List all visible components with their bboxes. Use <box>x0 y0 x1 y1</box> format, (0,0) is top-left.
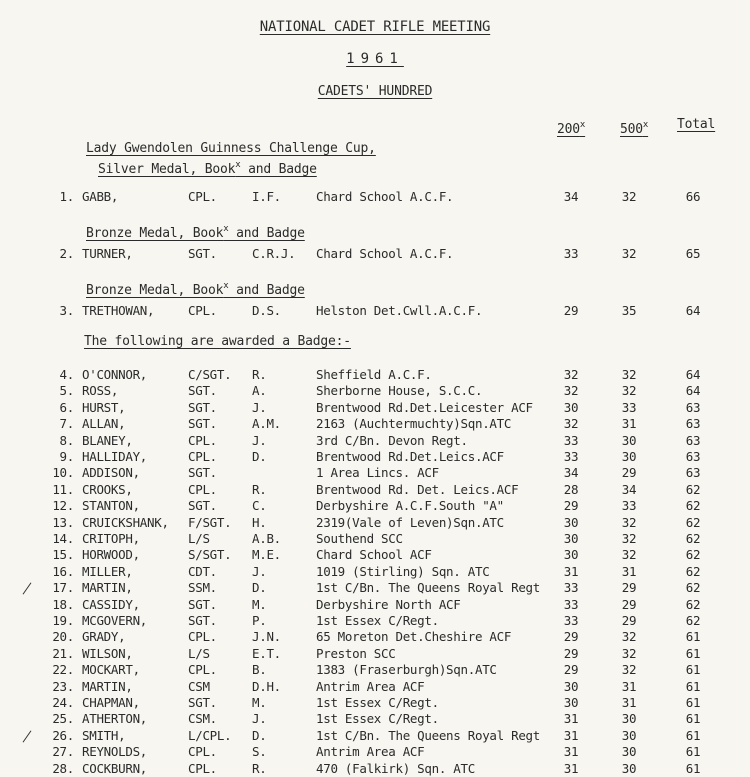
table-row: 13. CRUICKSHANK, F/SGT. H. 2319(Vale of Leven)Sqn.ATC 30 32 62 <box>52 514 701 530</box>
table-row: 1. GABB, CPL. I.F. Chard School A.C.F. 34 32 66 <box>59 189 701 204</box>
table-row: 18. CASSIDY, SGT. M. Derbyshire North ACF 33 29 62 <box>52 596 701 612</box>
table-row: 15. HORWOOD, S/SGT. M.E. Chard School ACF 30 32 62 <box>52 547 701 563</box>
table-row: 4. O'CONNOR, C/SGT. R. Sheffield A.C.F. 32 32 64 <box>59 367 701 382</box>
table-row: 23. MARTIN, CSM D.H. Antrim Area ACF 30 31 61 <box>52 678 701 694</box>
table-row: 22. MOCKART, CPL. B. 1383 (Fraserburgh)Sqn.ATC 29 32 61 <box>52 662 701 678</box>
table-row: 20. GRADY, CPL. J.N. 65 Moreton Det.Cheshire ACF 29 32 61 <box>52 629 701 645</box>
table-row: 10. ADDISON, SGT. 1 Area Lincs. ACF 34 29 63 <box>52 465 701 481</box>
table-row: 19. MCGOVERN, SGT. P. 1st Essex C/Regt. 33 29 62 <box>52 613 701 628</box>
table-row: 3. TRETHOWAN, CPL. D.S. Helston Det.Cwll.A.C.F. 29 35 64 <box>59 303 701 318</box>
table-row: 12. STANTON, SGT. C. Derbyshire A.C.F.South "A" 29 33 62 <box>52 498 701 514</box>
section-heading-bronze-2: Bronze Medal, Book$^x$ and Badge <box>86 281 305 298</box>
table-row: 9. HALLIDAY, CPL. D. Brentwood Rd.Det.Leics.ACF 33 30 63 <box>59 449 701 464</box>
table-row: 16. MILLER, CDT. J. 1019 (Stirling) Sqn. ATC 31 31 62 <box>52 563 701 579</box>
column-header-200: 200$^x$ <box>557 120 586 137</box>
section-heading-bronze-1: Bronze Medal, Book$^x$ and Badge <box>86 224 305 241</box>
table-row: 2. TURNER, SGT. C.R.J. Chard School A.C.F. 33 32 65 <box>59 246 701 261</box>
document-year: 1961 <box>346 51 404 67</box>
table-row: 6. HURST, SGT. J. Brentwood Rd.Det.Leicester ACF 30 33 63 <box>59 399 701 415</box>
document-title: NATIONAL CADET RIFLE MEETING <box>259 19 491 35</box>
table-row: 17. MARTIN, SSM. D. 1st C/Bn. The Queens Royal Regt 33 29 62 <box>0 580 750 596</box>
table-row: 26. SMITH, L/CPL. D. 1st C/Bn. The Queens Royal Regt 31 30 61 <box>0 728 750 744</box>
table-row: 11. CROOKS, CPL. R. Brentwood Rd. Det. Leics.ACF 28 34 62 <box>52 481 701 497</box>
table-row: 27. REYNOLDS, CPL. S. Antrim Area ACF 31 30 61 <box>52 744 701 760</box>
table-row: 8. BLANEY, CPL. J. 3rd C/Bn. Devon Regt. 33 30 63 <box>59 432 701 448</box>
pen-tick-mark <box>23 583 32 595</box>
section-heading-badge: The following are awarded a Badge:- <box>84 334 351 349</box>
column-header-500: 500$^x$ <box>620 120 649 137</box>
document-subtitle: CADETS' HUNDRED <box>317 84 433 99</box>
table-row: 28. COCKBURN, CPL. R. 470 (Falkirk) Sqn. ATC 31 30 61 <box>52 760 701 776</box>
section-heading-cup: Lady Gwendolen Guinness Challenge Cup, <box>86 141 376 156</box>
column-header-total: Total <box>677 117 716 132</box>
table-row: 25. ATHERTON, CSM. J. 1st Essex C/Regt. 31 30 61 <box>52 711 701 727</box>
table-row: 21. WILSON, L/S E.T. Preston SCC 29 32 61 <box>52 645 701 661</box>
table-row: 7. ALLAN, SGT. A.M. 2163 (Auchtermuchty)Sqn.ATC 32 31 63 <box>59 416 701 432</box>
section-heading-silver: Silver Medal, Book$^x$ and Badge <box>98 160 317 177</box>
table-row: 5. ROSS, SGT. A. Sherborne House, S.C.C. 32 32 64 <box>59 383 701 399</box>
table-row: 14. CRITOPH, L/S A.B. Southend SCC 30 32 62 <box>52 531 701 546</box>
table-row: 24. CHAPMAN, SGT. M. 1st Essex C/Regt. 30 31 61 <box>52 695 701 710</box>
pen-tick-mark <box>23 730 32 742</box>
